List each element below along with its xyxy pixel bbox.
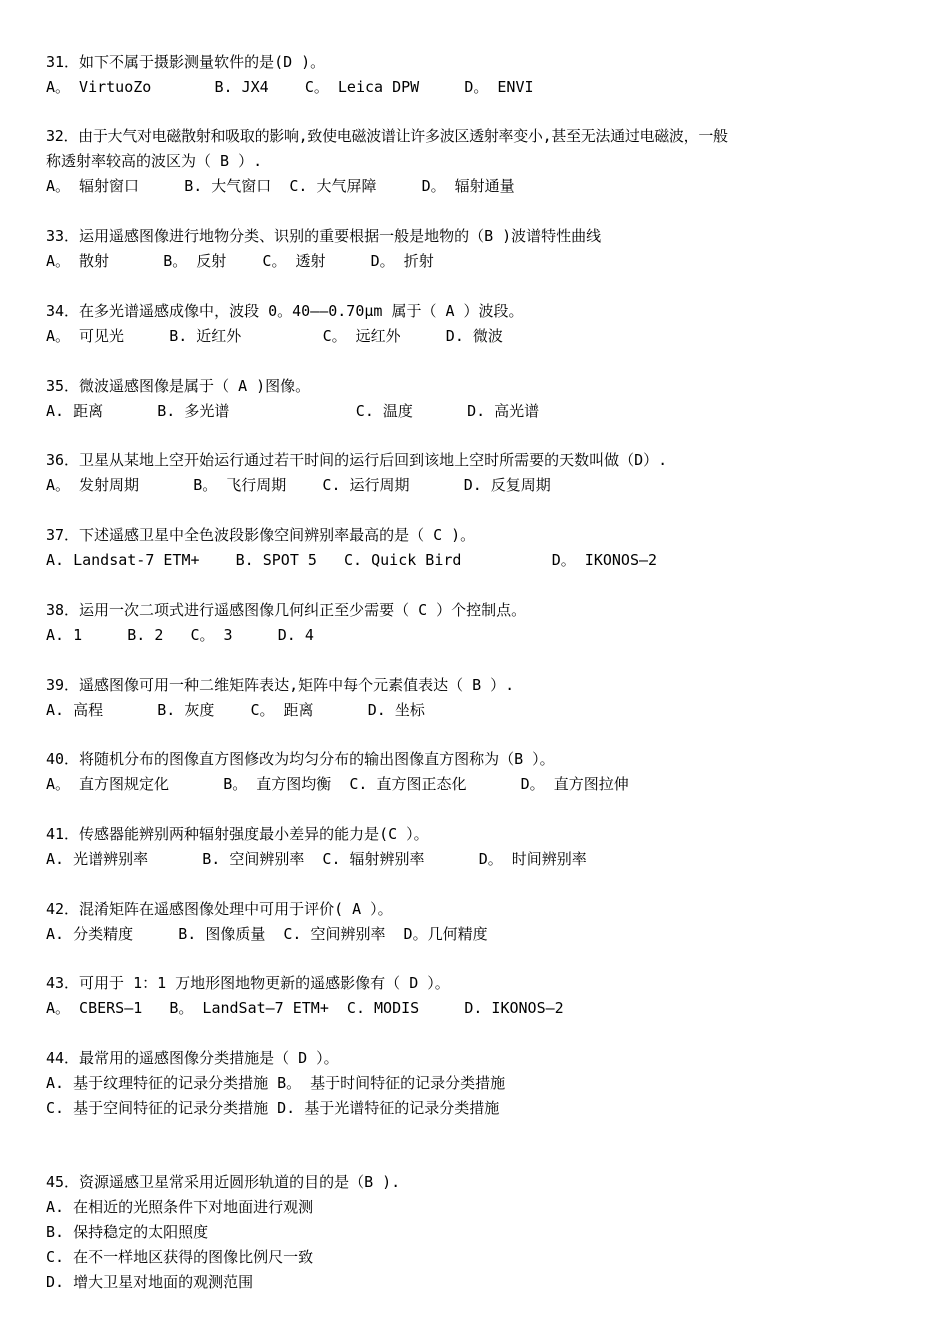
question-option-line: C. 基于空间特征的记录分类措施 D. 基于光谱特征的记录分类措施 [46,1098,500,1117]
question-stem: 31．如下不属于摄影测量软件的是(D )。 [46,53,326,71]
question-stem: 33．运用遥感图像进行地物分类、识别的重要根据一般是地物的（B )波谱特性曲线 [46,227,602,245]
question-40 [46,747,916,797]
question-options: A。 直方图规定化 B。 直方图均衡 C. 直方图正态化 D。 直方图拉伸 [46,774,629,793]
question-stem: 39．遥感图像可用一种二维矩阵表达,矩阵中每个元素值表达（ B ）. [46,676,515,694]
question-options: A. 距离 B. 多光谱 C. 温度 D. 高光谱 [46,401,540,420]
question-options: A。 VirtuoZo B. JX4 C。 Leica DPW D。 ENVI [46,77,534,96]
question-stem: 44．最常用的遥感图像分类措施是（ D ）。 [46,1049,339,1067]
question-options: A。 CBERS—1 B。 LandSat—7 ETM+ C. MODIS D. IKONOS—2 [46,998,564,1017]
question-stem: 35．微波遥感图像是属于（ A )图像。 [46,377,311,395]
question-stem: 38．运用一次二项式进行遥感图像几何纠正至少需要（ C ）个控制点。 [46,601,527,619]
question-options: A。 散射 B。 反射 C。 透射 D。 折射 [46,251,434,270]
question-45 [46,1170,916,1294]
question-option-a: A. 在相近的光照条件下对地面进行观测 [46,1197,314,1216]
question-32 [46,124,916,199]
question-options: A. 高程 B. 灰度 C。 距离 D. 坐标 [46,700,425,719]
question-stem: 42．混淆矩阵在遥感图像处理中可用于评价( A ）。 [46,900,393,918]
question-options: A. 分类精度 B. 图像质量 C. 空间辨别率 D。几何精度 [46,924,488,943]
question-36 [46,448,916,498]
question-31 [46,50,916,100]
question-stem: 32．由于大气对电磁散射和吸取的影响,致使电磁波谱让许多波区透射率变小,甚至无法通过电磁波，一般 [46,127,728,145]
question-options: A。 发射周期 B。 飞行周期 C. 运行周期 D. 反复周期 [46,475,551,494]
question-options: A。 可见光 B. 近红外 C。 远红外 D. 微波 [46,326,503,345]
question-option-c: C. 在不一样地区获得的图像比例尺一致 [46,1247,314,1266]
question-34 [46,299,916,349]
question-38 [46,598,916,648]
question-stem: 43．可用于 1：1 万地形图地物更新的遥感影像有（ D ）。 [46,974,450,992]
question-option-d: D. 增大卫星对地面的观测范围 [46,1272,254,1291]
question-44 [46,1046,916,1121]
question-33 [46,224,916,274]
question-stem: 40．将随机分布的图像直方图修改为均匀分布的输出图像直方图称为（B ）。 [46,750,555,768]
question-stem-continued: 称透射率较高的波区为（ B ）. [46,151,263,170]
question-39 [46,673,916,723]
question-options: A. 光谱辨别率 B. 空间辨别率 C. 辐射辨别率 D。 时间辨别率 [46,849,587,868]
question-42 [46,897,916,947]
question-stem: 41．传感器能辨别两种辐射强度最小差异的能力是(C ）。 [46,825,429,843]
question-options: A. 1 B. 2 C。 3 D. 4 [46,625,314,644]
question-stem: 45．资源遥感卫星常采用近圆形轨道的目的是（B ). [46,1173,401,1191]
question-option-line: A. 基于纹理特征的记录分类措施 B。 基于时间特征的记录分类措施 [46,1073,506,1092]
question-37 [46,523,916,573]
question-options: A. Landsat-7 ETM+ B. SPOT 5 C. Quick Bird D。 IKONOS—2 [46,550,658,569]
question-41 [46,822,916,872]
question-stem: 34．在多光谱遥感成像中，波段 0。40——0.70μm 属于（ A ）波段。 [46,302,524,320]
question-options: A。 辐射窗口 B. 大气窗口 C. 大气屏障 D。 辐射通量 [46,176,515,195]
question-43 [46,971,916,1021]
question-option-b: B. 保持稳定的太阳照度 [46,1222,209,1241]
question-35 [46,374,916,424]
question-stem: 37．下述遥感卫星中全色波段影像空间辨别率最高的是（ C )。 [46,526,476,544]
question-stem: 36．卫星从某地上空开始运行通过若干时间的运行后回到该地上空时所需要的天数叫做（D）. [46,451,668,469]
